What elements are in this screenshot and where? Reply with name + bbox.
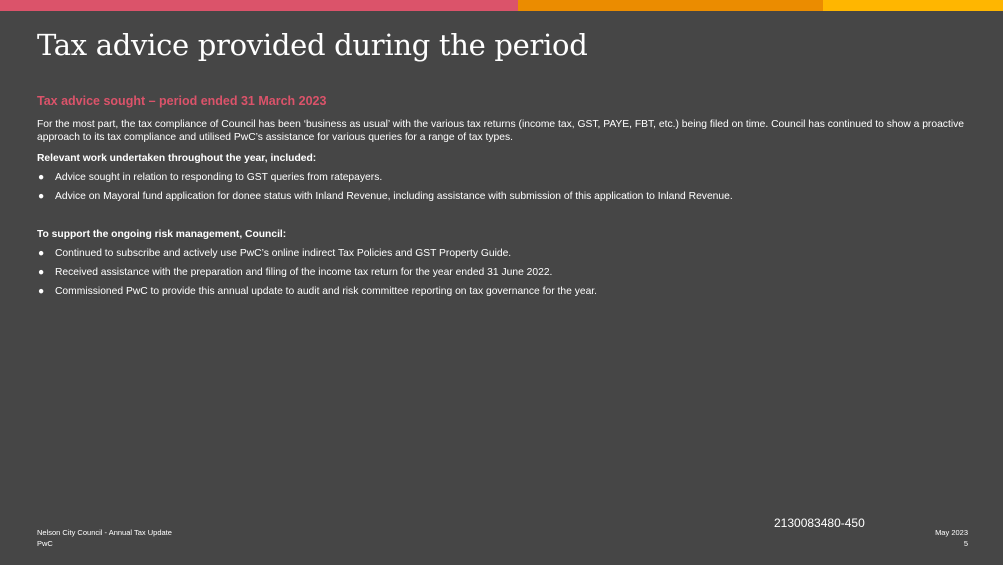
list-item xyxy=(37,266,967,279)
list-item-text: Continued to subscribe and actively use PwC’s online indirect Tax Policies and GST Property Guide. xyxy=(55,248,512,259)
list-item-text: Advice on Mayoral fund application for donee status with Inland Revenue, including assistance with submission of this application to Inland Revenue. xyxy=(55,191,733,202)
document-id: 2130083480-450 xyxy=(774,516,865,530)
list-item xyxy=(37,247,967,260)
page-number: 5 xyxy=(963,539,968,548)
content-body xyxy=(37,94,967,298)
footer-date: May 2023 xyxy=(935,528,968,537)
work-heading: Relevant work undertaken throughout the year, included: xyxy=(37,153,317,164)
accent-bar xyxy=(0,0,1003,11)
bullet-icon: ● xyxy=(38,286,45,297)
bullet-icon: ● xyxy=(38,191,45,202)
accent-bar-orange xyxy=(518,0,823,11)
support-heading: To support the ongoing risk management, Council: xyxy=(37,229,287,240)
list-item-text: Advice sought in relation to responding to GST queries from ratepayers. xyxy=(55,172,383,183)
section-subtitle: Tax advice sought – period ended 31 March 2023 xyxy=(37,94,327,108)
list-item xyxy=(37,171,967,184)
bullet-icon: ● xyxy=(38,267,45,278)
spacer xyxy=(37,203,967,220)
list-item-text: Commissioned PwC to provide this annual update to audit and risk committee reporting on tax governance for the year. xyxy=(55,286,598,297)
footer-document-title: Nelson City Council - Annual Tax Update xyxy=(37,528,172,537)
bullet-icon: ● xyxy=(38,172,45,183)
support-list xyxy=(37,247,967,298)
list-item xyxy=(37,285,967,298)
list-item-text: Received assistance with the preparation and filing of the income tax return for the year ended 31 June 2022. xyxy=(55,267,553,278)
work-list xyxy=(37,171,967,203)
accent-bar-yellow xyxy=(823,0,1003,11)
footer-company: PwC xyxy=(37,539,53,548)
intro-paragraph: For the most part, the tax compliance of Council has been ‘business as usual’ with the various tax returns (income tax, GST, PAYE, FBT, etc.) being filed on time. Council has continued to show a proactive approach to its tax compliance and utilised PwC’s assistance for various queries for a range of tax types. xyxy=(37,119,964,143)
list-item xyxy=(37,190,967,203)
footer-left xyxy=(37,527,172,549)
accent-bar-pink xyxy=(0,0,518,11)
bullet-icon: ● xyxy=(38,248,45,259)
page-title: Tax advice provided during the period xyxy=(37,28,588,62)
footer-right xyxy=(935,527,968,549)
